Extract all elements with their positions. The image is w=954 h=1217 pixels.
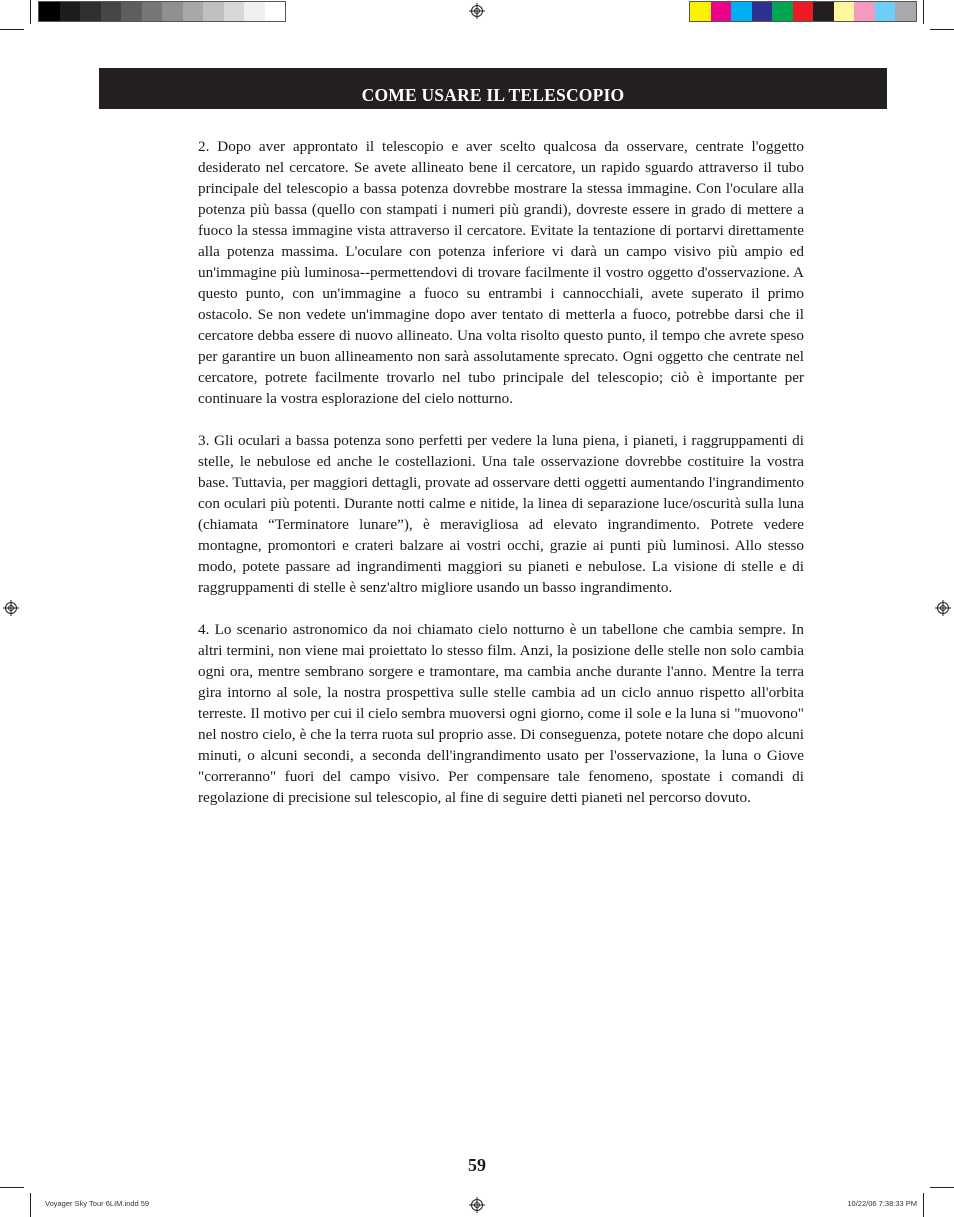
color-swatch (711, 2, 732, 21)
color-swatch (162, 2, 183, 21)
color-swatch (142, 2, 163, 21)
section-header (99, 68, 887, 109)
paragraph-step-2: 2. Dopo aver approntato il telescopio e aver scelto qualcosa da osservare, centrate l'oggetto desiderato nel cercatore. Se avete allineato bene il cercatore, un rapido sguardo attraverso il tubo principale del telescopio a bassa potenza dovrebbe mostrare la stessa immagine. Con l'oculare alla potenza più bassa (quello con stampati i numeri più grandi), dovreste essere in grado di mettere a fuoco la stessa immagine vista attraverso il cercatore. Evitate la tentazione di portarvi direttamente alla potenza massima. L'oculare con potenza inferiore vi darà un campo visivo più ampio ed un'immagine più luminosa--permettendovi di trovare facilmente il vostro oggetto d'osservazione. A questo punto, con un'immagine a fuoco su entrambi i cannocchiali, avete superato il primo ostacolo. Se non vedete un'immagine dopo aver tentato di metterla a fuoco, potrebbe darsi che il cercatore debba essere di nuovo allineato. Una volta risolto questo punto, il tempo che avrete speso per garantire un buon allineamento non sarà assolutamente sprecato. Ogni oggetto che centrate nel cercatore, potrete facilmente trovarlo nel tubo principale del telescopio; ciò è importante per continuare la vostra esplorazione del cielo notturno. (198, 138, 804, 407)
registration-mark-icon (935, 600, 951, 616)
page-number: 59 (468, 1155, 486, 1175)
color-swatch (875, 2, 896, 21)
color-swatch (793, 2, 814, 21)
color-swatch (39, 2, 60, 21)
color-swatch (265, 2, 286, 21)
color-swatch (834, 2, 855, 21)
color-swatch (101, 2, 122, 21)
color-swatch (121, 2, 142, 21)
process-color-bar (689, 1, 917, 22)
color-swatch (183, 2, 204, 21)
crop-mark (930, 29, 954, 30)
color-swatch (752, 2, 773, 21)
crop-mark (30, 0, 31, 24)
color-swatch (854, 2, 875, 21)
color-swatch (80, 2, 101, 21)
registration-mark-icon (469, 1197, 485, 1213)
paragraph-step-4: 4. Lo scenario astronomico da noi chiamato cielo notturno è un tabellone che cambia sempre. In altri termini, non viene mai proiettato lo stesso film. Anzi, la posizione delle stelle non solo cambia ogni ora, mentre sembrano sorgere e tramontare, ma cambia anche durante l'anno. Mentre la terra gira intorno al sole, la nostra prospettiva sulle stelle cambia ad un ciclo annuo rispetto all'orbita terreste. Il motivo per cui il cielo sembra muoversi ogni giorno, come il sole e la luna si "muovono" nel nostro cielo, è che la terra ruota sul proprio asse. Di conseguenza, potete notare che dopo alcuni minuti, o alcuni secondi, a seconda dell'ingrandimento usato per l'osservazione, la luna o Giove "correranno" fuori del campo visivo. Per compensare tale fenomeno, spostate i comandi di regolazione di precisione sul telescopio, al fine di seguire detti pianeti nel percorso dovuto. (198, 621, 804, 806)
crop-mark (923, 0, 924, 24)
color-swatch (224, 2, 245, 21)
grayscale-color-bar (38, 1, 286, 22)
crop-mark (0, 29, 24, 30)
color-swatch (244, 2, 265, 21)
crop-mark (30, 1193, 31, 1217)
registration-mark-icon (3, 600, 19, 616)
registration-mark-icon (469, 3, 485, 19)
crop-mark (930, 1187, 954, 1188)
crop-mark (923, 1193, 924, 1217)
slug-timestamp: 10/22/06 7:38:33 PM (847, 1199, 917, 1208)
body-text (198, 136, 804, 829)
crop-mark (0, 1187, 24, 1188)
paragraph-step-3: 3. Gli oculari a bassa potenza sono perfetti per vedere la luna piena, i pianeti, i raggruppamenti di stelle, le nebulose ed anche le costellazioni. Una tale osservazione dovrebbe costituire la vostra base. Tuttavia, per maggiori dettagli, provate ad osservare detti oggetti aumentando l'ingrandimento con oculari più potenti. Durante notti calme e nitide, la linea di separazione luce/oscurità sulla luna (chiamata “Terminatore lunare”), è meravigliosa ad elevato ingrandimento. Potrete vedere montagne, promontori e crateri balzare ai vostri occhi, grazie ai punti più luminosi. Allo stesso modo, potete passare ad ingrandimenti maggiori su pianeti e nebulose. La visione di stelle e di raggruppamenti di stelle è senz'altro migliore usando un basso ingrandimento. (198, 432, 804, 596)
color-swatch (690, 2, 711, 21)
color-swatch (731, 2, 752, 21)
color-swatch (895, 2, 916, 21)
color-swatch (813, 2, 834, 21)
slug-file-info: Voyager Sky Tour 6LIM.indd 59 (45, 1199, 150, 1208)
color-swatch (772, 2, 793, 21)
color-swatch (60, 2, 81, 21)
color-swatch (203, 2, 224, 21)
section-title: COME USARE IL TELESCOPIO (361, 85, 625, 105)
